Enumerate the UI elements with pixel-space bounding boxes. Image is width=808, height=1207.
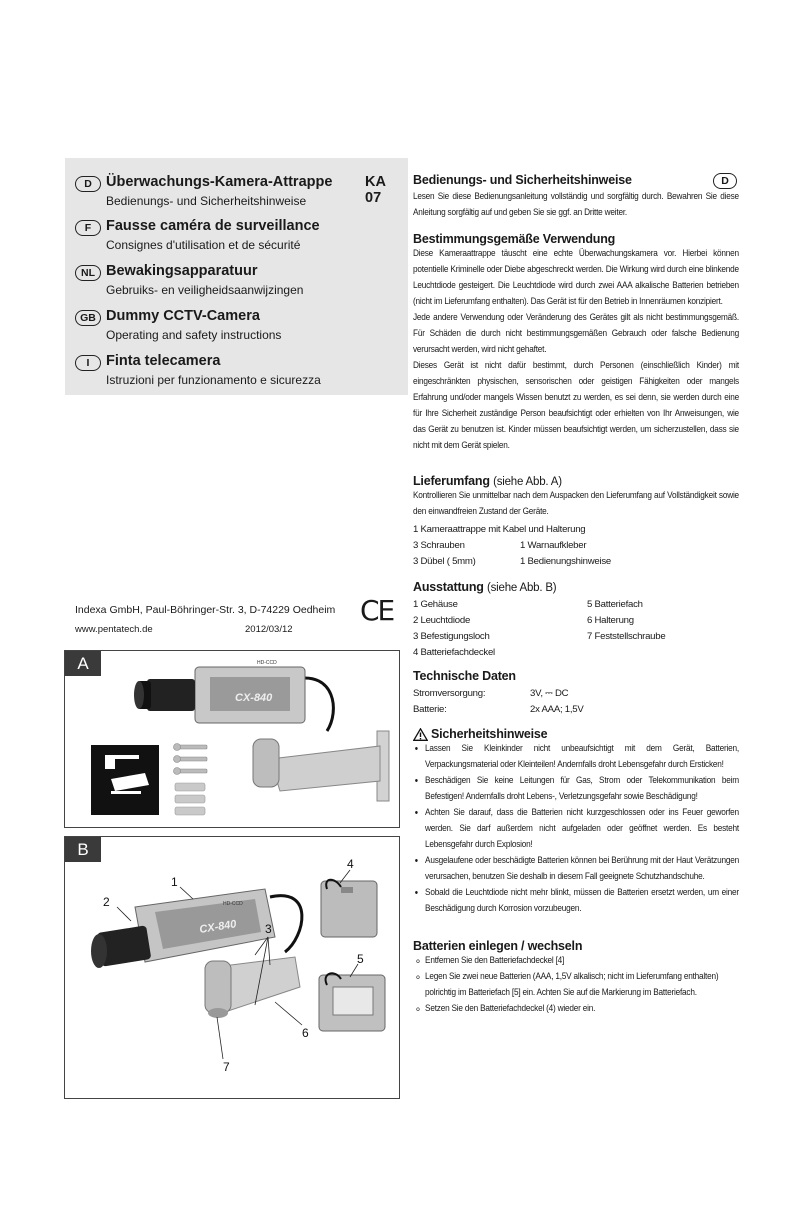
lang-title-nl: Bewakingsapparatuur <box>106 263 258 279</box>
callout-4: 4 <box>347 857 354 871</box>
delivery-item: 3 Schrauben <box>413 540 465 551</box>
lang-badge-right: D <box>713 173 737 189</box>
tech-data-table <box>413 686 743 718</box>
section-title-tech: Technische Daten <box>413 669 516 683</box>
model-number: KA 07 <box>365 174 386 206</box>
tech-value: 2x AAA; 1,5V <box>530 704 584 715</box>
section-title-intro: Bedienungs- und Sicherheitshinweise <box>413 173 632 187</box>
equipment-ref: (siehe Abb. B) <box>487 582 557 594</box>
delivery-ref: (siehe Abb. A) <box>493 476 562 488</box>
language-title-box <box>65 158 408 395</box>
lang-subtitle-it: Istruzioni per funzionamento e sicurezza <box>106 373 321 387</box>
company-address: Indexa GmbH, Paul-Böhringer-Str. 3, D-74229 Oedheim <box>75 604 336 616</box>
section-tech-data <box>413 669 739 683</box>
battery-step: ∘ Setzen Sie den Batteriefachdeckel (4) wieder ein. <box>413 1001 739 1017</box>
section-delivery <box>413 474 739 520</box>
svg-text:HD-CCD: HD-CCD <box>257 660 277 666</box>
safety-item: • Lassen Sie Kleinkinder nicht unbeaufsichtigt mit dem Gerät, Batterien, Verpackungsmaterial oder Kleinteilen! Andernfalls droht Lebensgefahr durch Ersticken! <box>413 741 739 773</box>
camera-illustration-a <box>65 651 399 827</box>
lang-subtitle-nl: Gebruiks- en veiligheidsaanwijzingen <box>106 283 304 297</box>
callout-3: 3 <box>265 922 272 936</box>
delivery-item: 3 Dübel ( 5mm) <box>413 556 476 567</box>
usage-para-2: Jede andere Verwendung oder Veränderung des Gerätes gilt als nicht bestimmungsgemäß. Für Schäden die durch nicht bestimmungsgemäßen Gebrauch oder falsche Bedienung verursacht werden, wird nicht gehaftet. <box>413 312 739 355</box>
section-title-batteries: Batterien einlegen / wechseln <box>413 939 583 953</box>
section-title-equipment: Ausstattung <box>413 580 484 594</box>
lang-subtitle-gb: Operating and safety instructions <box>106 328 282 342</box>
section-title-delivery: Lieferumfang <box>413 474 490 488</box>
bracket-arm <box>270 746 380 791</box>
lang-badge-de: D <box>75 176 101 192</box>
equipment-item: 2 Leuchtdiode <box>413 615 471 626</box>
callout-7: 7 <box>223 1060 230 1074</box>
delivery-list <box>413 522 743 572</box>
equipment-item: 1 Gehäuse <box>413 599 458 610</box>
section-batteries <box>413 939 739 1017</box>
lang-title-it: Finta telecamera <box>106 353 221 369</box>
screws <box>174 744 208 775</box>
delivery-item: 1 Bedienungshinweise <box>520 556 612 567</box>
section-title-safety: Sicherheitshinweise <box>431 727 548 741</box>
section-title-usage: Bestimmungsgemäße Verwendung <box>413 232 616 246</box>
tech-value: 3V, ⎓ DC <box>530 688 569 699</box>
equipment-item: 3 Befestigungsloch <box>413 631 490 642</box>
battery-step: ∘ Entfernen Sie den Batteriefachdeckel [4] <box>413 953 739 969</box>
tech-key: Stromversorgung: <box>413 688 486 699</box>
equipment-item: 4 Batteriefachdeckel <box>413 647 495 658</box>
camera-illustration-b <box>65 837 399 1098</box>
ce-mark: CE <box>360 594 394 627</box>
equipment-item: 5 Batteriefach <box>587 599 643 610</box>
delivery-item: 1 Warnaufkleber <box>520 540 587 551</box>
callout-6: 6 <box>302 1026 309 1040</box>
warning-icon <box>413 728 428 741</box>
figure-b-label: B <box>65 837 101 862</box>
lang-title-gb: Dummy CCTV-Camera <box>106 308 260 324</box>
figure-a <box>64 650 400 828</box>
safety-item: • Achten Sie darauf, dass die Batterien nicht kurzgeschlossen oder ins Feuer geworfen werden. Sie darf außerdem nicht aufgeladen oder geöffnet werden. Es besteht Lebensgefahr durch Explosion! <box>413 805 739 853</box>
document-date: 2012/03/12 <box>245 624 293 635</box>
safety-item: • Sobald die Leuchtdiode nicht mehr blinkt, müssen die Batterien ersetzt werden, um einer Beschädigung durch Korrosion vorzubeugen. <box>413 885 739 917</box>
callout-5: 5 <box>357 952 364 966</box>
section-safety <box>413 727 739 917</box>
usage-para-1: Diese Kameraattrappe täuscht eine echte Überwachungskamera vor. Hierbei können potentielle Kriminelle oder Diebe abgeschreckt werden. Die Wirkung wird durch eine blinkende Leuchtdiode gesteigert. Die Leuchtdiode wird durch zwei AAA alkalische Batterien betrieben (nicht im Lieferumfang enthalten). Das Gerät ist für den Betrieb in Innenräumen konzipiert. <box>413 248 739 307</box>
safety-item: • Beschädigen Sie keine Leitungen für Gas, Strom oder Telekommunikation beim Befestigen! Andernfalls droht Lebens-, Verletzungsgefahr sowie Beschädigung! <box>413 773 739 805</box>
battery-step: ∘ Legen Sie zwei neue Batterien (AAA, 1,5V alkalisch; nicht im Lieferumfang enthalten) polrichtig im Batteriefach [5] ein. Achten Sie auf die Markierung im Batteriefach. <box>413 969 739 1001</box>
dowels <box>175 783 205 815</box>
battery-steps <box>413 953 739 1017</box>
camera-model-text-b: CX-840 <box>198 918 238 936</box>
lang-badge-nl: NL <box>75 265 101 281</box>
section-usage <box>413 232 739 454</box>
figure-b <box>64 836 400 1099</box>
lang-badge-fr: F <box>75 220 101 236</box>
lens-a <box>147 679 195 711</box>
callout-1: 1 <box>171 875 178 889</box>
figure-a-label: A <box>65 651 101 676</box>
lang-title-de: Überwachungs-Kamera-Attrappe <box>106 174 333 190</box>
lang-badge-it: I <box>75 355 101 371</box>
lang-badge-gb: GB <box>75 310 101 326</box>
svg-text:HD-CCD: HD-CCD <box>223 901 243 907</box>
delivery-text: Kontrollieren Sie unmittelbar nach dem Auspacken den Lieferumfang auf Vollständigkeit sowie den einwandfreien Zustand der Geräte. <box>413 490 739 517</box>
callout-2: 2 <box>103 895 110 909</box>
equipment-item: 6 Halterung <box>587 615 634 626</box>
equipment-list <box>413 597 743 661</box>
lang-subtitle-fr: Consignes d'utilisation et de sécurité <box>106 238 301 252</box>
safety-item: • Ausgelaufene oder beschädigte Batterien können bei Berührung mit der Haut Verätzungen verursachen, benutzen Sie deshalb in diesem Fall geeignete Schutzhandschuhe. <box>413 853 739 885</box>
delivery-item: 1 Kameraattrappe mit Kabel und Halterung <box>413 524 586 535</box>
intro-text: Lesen Sie diese Bedienungsanleitung vollständig und sorgfältig durch. Bewahren Sie diese Anleitung sorgfältig auf und geben Sie sie ggf. an Dritte weiter. <box>413 191 739 218</box>
section-equipment <box>413 580 739 594</box>
camera-model-text-a: CX-840 <box>235 692 273 704</box>
tech-key: Batterie: <box>413 704 447 715</box>
usage-para-3: Dieses Gerät ist nicht dafür bestimmt, durch Personen (einschließlich Kinder) mit eingeschränkten physischen, sensorischen oder geistigen Fähigkeiten oder mangels Erfahrung und/oder mangels Wissen benutzt zu werden, es sei denn, sie werden durch eine für Ihre Sicherheit zuständige Person beaufsichtigt oder erhielten von Ihr Anweisungen, wie das Gerät zu benutzen ist. Kinder müssen beaufsichtigt werden, um sicherzustellen, dass sie nicht mit dem Gerät spielen. <box>413 360 739 451</box>
section-intro <box>413 173 739 221</box>
company-website[interactable]: www.pentatech.de <box>75 624 153 635</box>
safety-list <box>413 741 739 917</box>
equipment-item: 7 Feststellschraube <box>587 631 666 642</box>
lang-title-fr: Fausse caméra de surveillance <box>106 218 320 234</box>
lang-subtitle-de: Bedienungs- und Sicherheitshinweise <box>106 194 307 208</box>
